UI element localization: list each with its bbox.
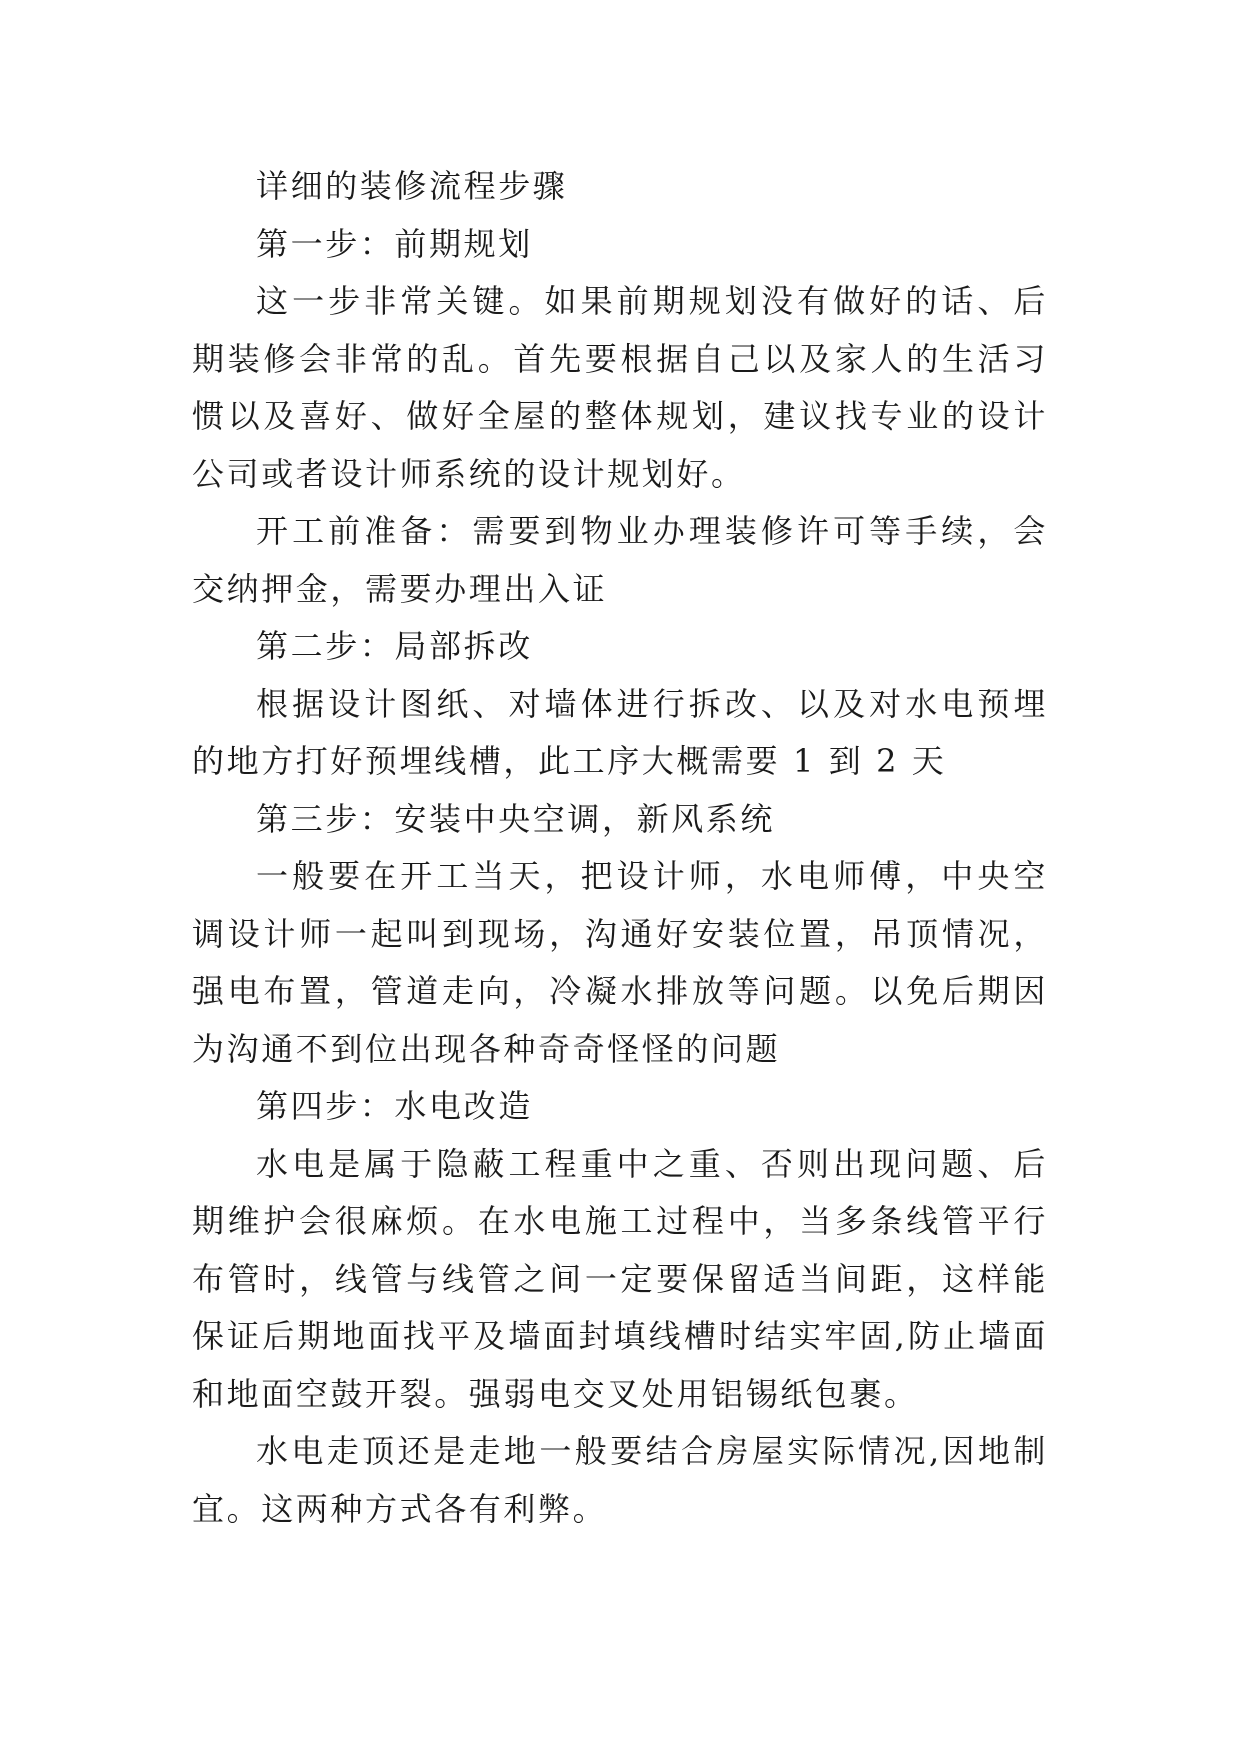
step-2-heading: 第二步：局部拆改 xyxy=(256,627,533,665)
preparation-paragraph: 开工前准备：需要到物业办理装修许可等手续，会交纳押金，需要办理出入证 xyxy=(192,512,1048,608)
step-4-heading: 第四步：水电改造 xyxy=(256,1087,533,1125)
step-1-paragraph: 这一步非常关键。如果前期规划没有做好的话、后期装修会非常的乱。首先要根据自己以及家人的生活习惯以及喜好、做好全屋的整体规划，建议找专业的设计公司或者设计师系统的设计规划好。 xyxy=(192,282,1048,493)
step-4-paragraph-2: 水电走顶还是走地一般要结合房屋实际情况,因地制宜。这两种方式各有利弊。 xyxy=(192,1432,1048,1528)
document-body xyxy=(192,158,1048,1538)
step-3-paragraph: 一般要在开工当天，把设计师，水电师傅，中央空调设计师一起叫到现场，沟通好安装位置，吊顶情况，强电布置，管道走向，冷凝水排放等问题。以免后期因为沟通不到位出现各种奇奇怪怪的问题 xyxy=(192,857,1048,1068)
step-4-paragraph-1: 水电是属于隐蔽工程重中之重、否则出现问题、后期维护会很麻烦。在水电施工过程中，当多条线管平行布管时，线管与线管之间一定要保留适当间距，这样能保证后期地面找平及墙面封填线槽时结实牢固,防止墙面和地面空鼓开裂。强弱电交叉处用铝锡纸包裹。 xyxy=(192,1144,1048,1413)
step-1-heading: 第一步：前期规划 xyxy=(256,224,533,263)
step-2-paragraph: 根据设计图纸、对墙体进行拆改、以及对水电预埋的地方打好预埋线槽，此工序大概需要 1 到 2 天 xyxy=(192,684,1048,780)
step-3-heading: 第三步：安装中央空调，新风系统 xyxy=(256,799,776,838)
document-title: 详细的装修流程步骤 xyxy=(256,167,568,205)
